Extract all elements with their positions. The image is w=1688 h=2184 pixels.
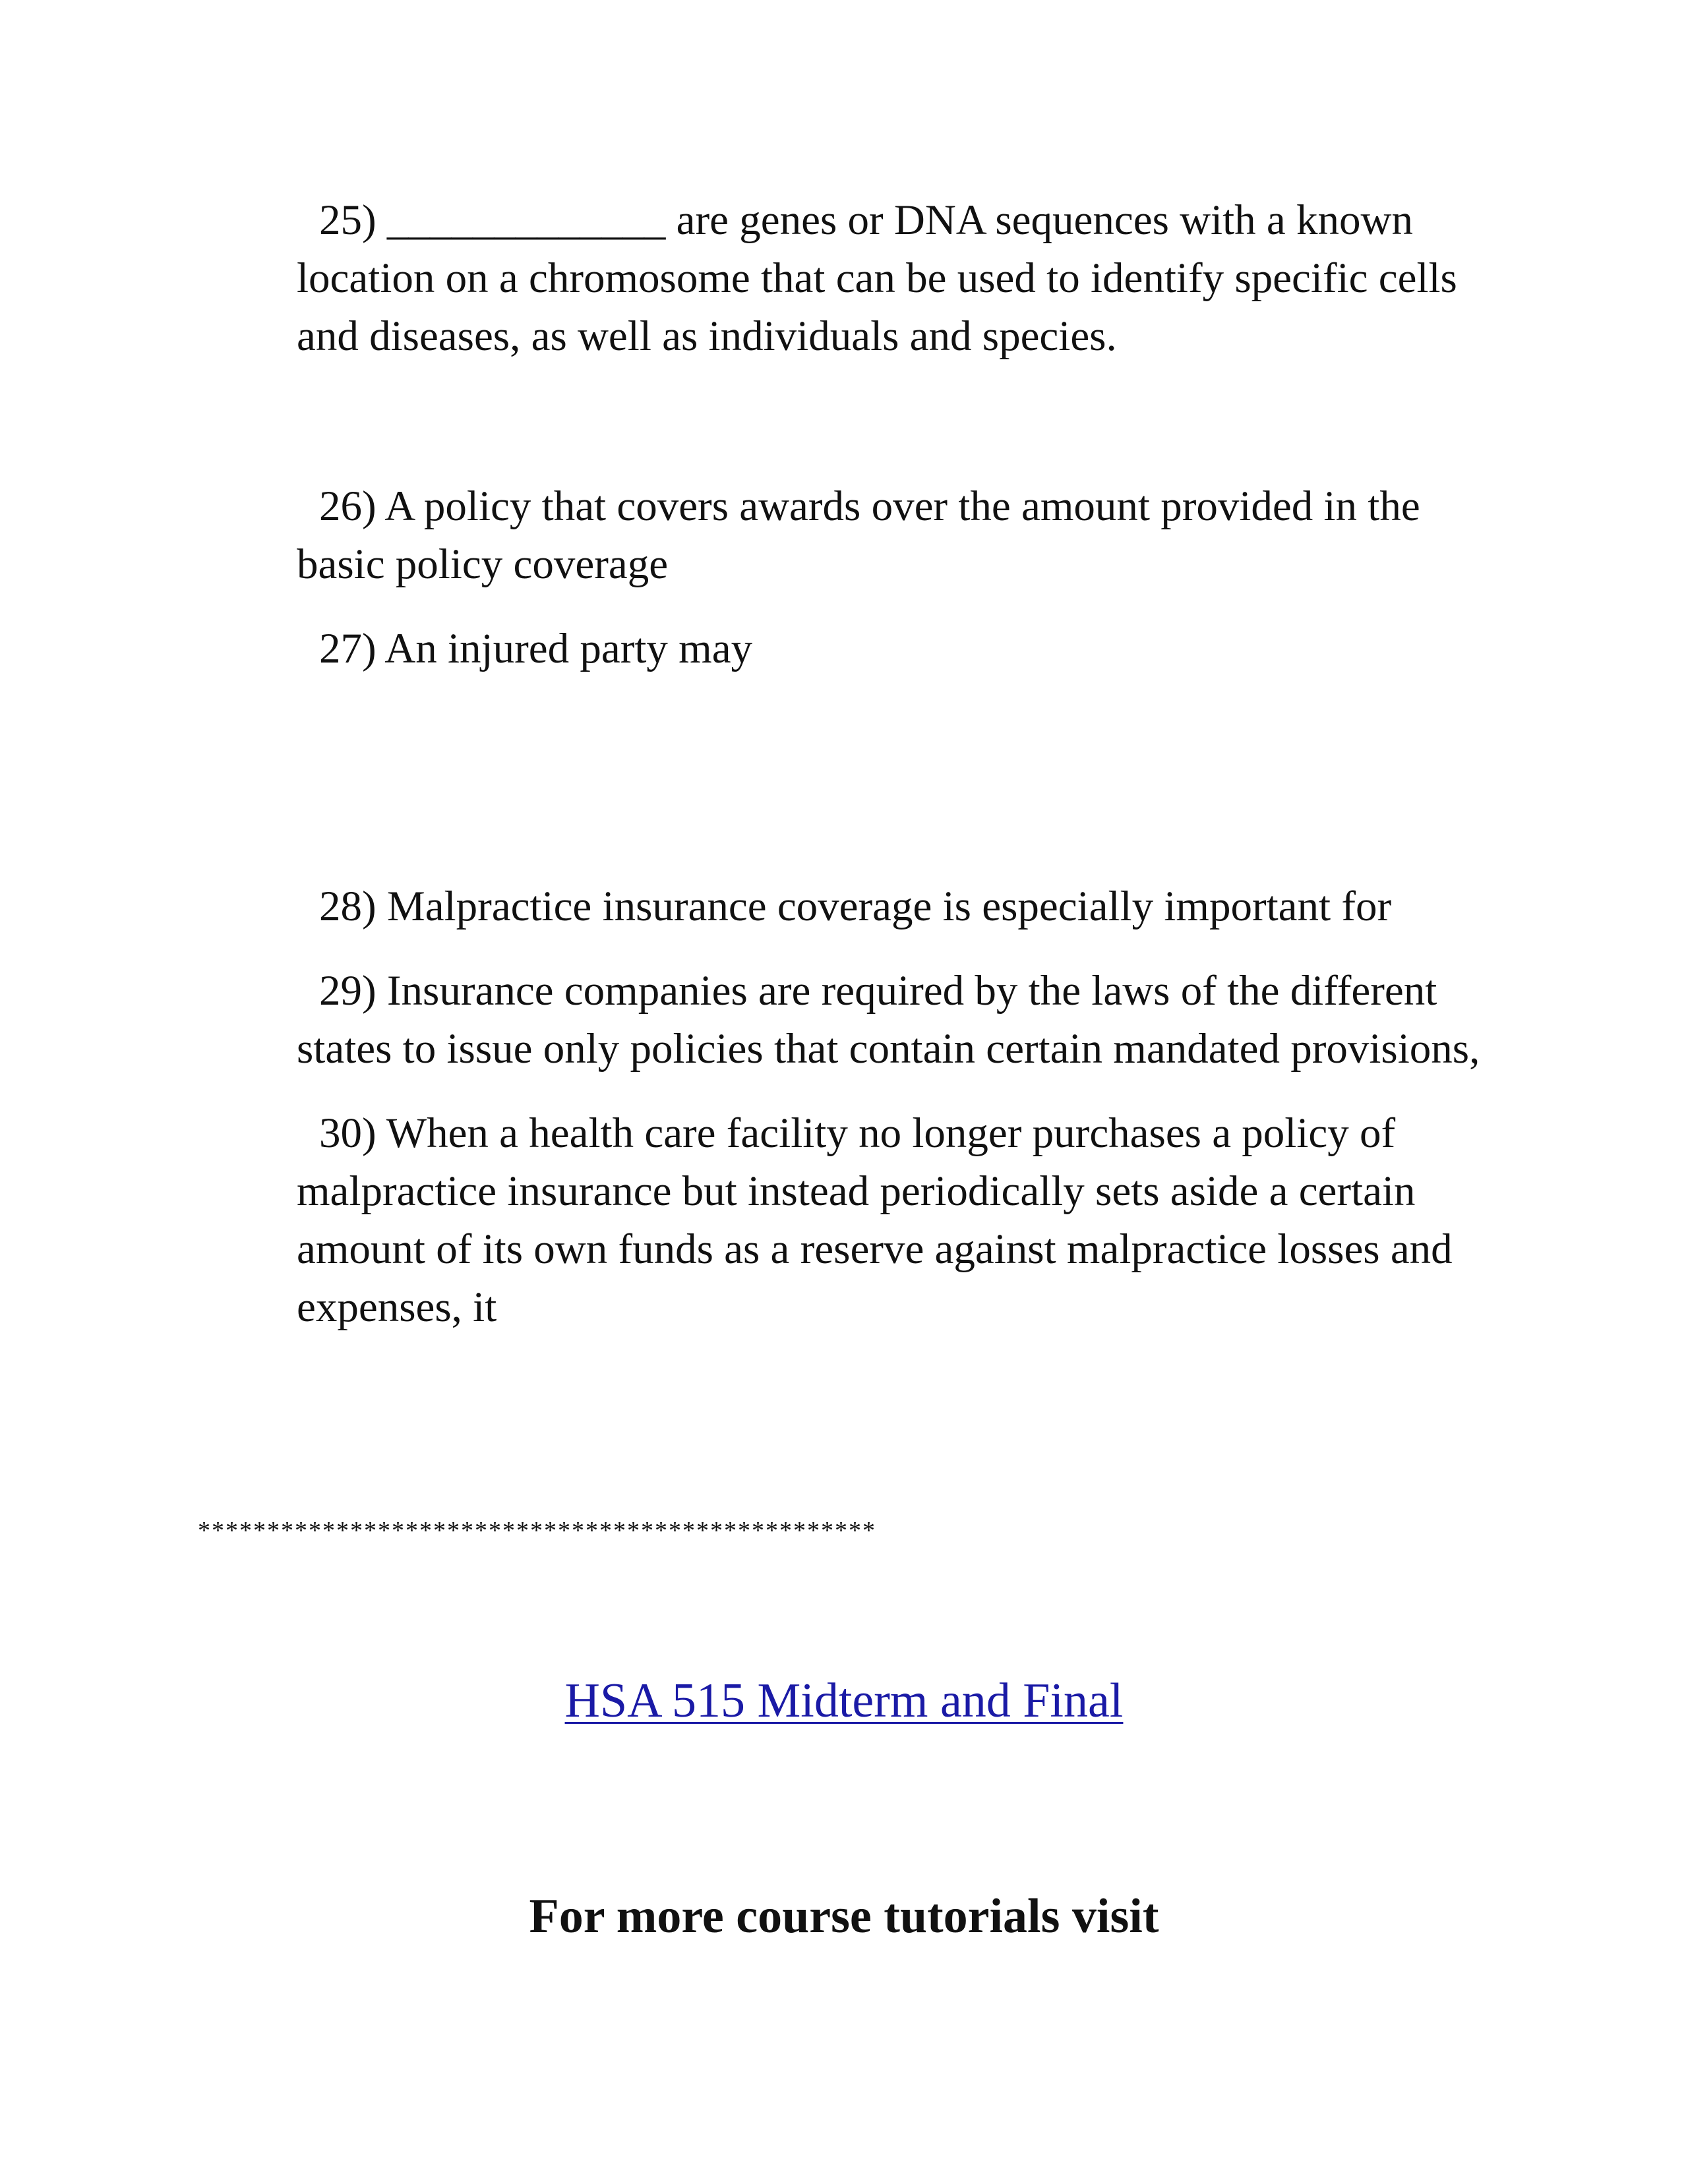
course-link-container [0,1668,1688,1734]
question-list [297,191,1510,1336]
asterisk-divider: ************************************************* [198,1517,876,1545]
question-30: 30) When a health care facility no longer purchases a policy of malpractice insurance but instead periodically sets aside a certain amount of its own funds as a reserve against malpractice losses and expenses, it [297,1109,1453,1331]
question-29: 29) Insurance companies are required by the laws of the different states to issue only policies that contain certain mandated provisions, [297,967,1480,1073]
question-28: 28) Malpractice insurance coverage is especially important for [319,883,1392,930]
course-link[interactable]: HSA 515 Midterm and Final [564,1674,1124,1728]
question-26: 26) A policy that covers awards over the amount provided in the basic policy coverage [297,483,1420,588]
question-25: 25) _____________ are genes or DNA sequences with a known location on a chromosome that can be used to identify specific cells and diseases, as well as individuals and species. [297,196,1457,360]
question-27: 27) An injured party may [319,625,753,672]
tutorials-heading: For more course tutorials visit [529,1889,1159,1943]
